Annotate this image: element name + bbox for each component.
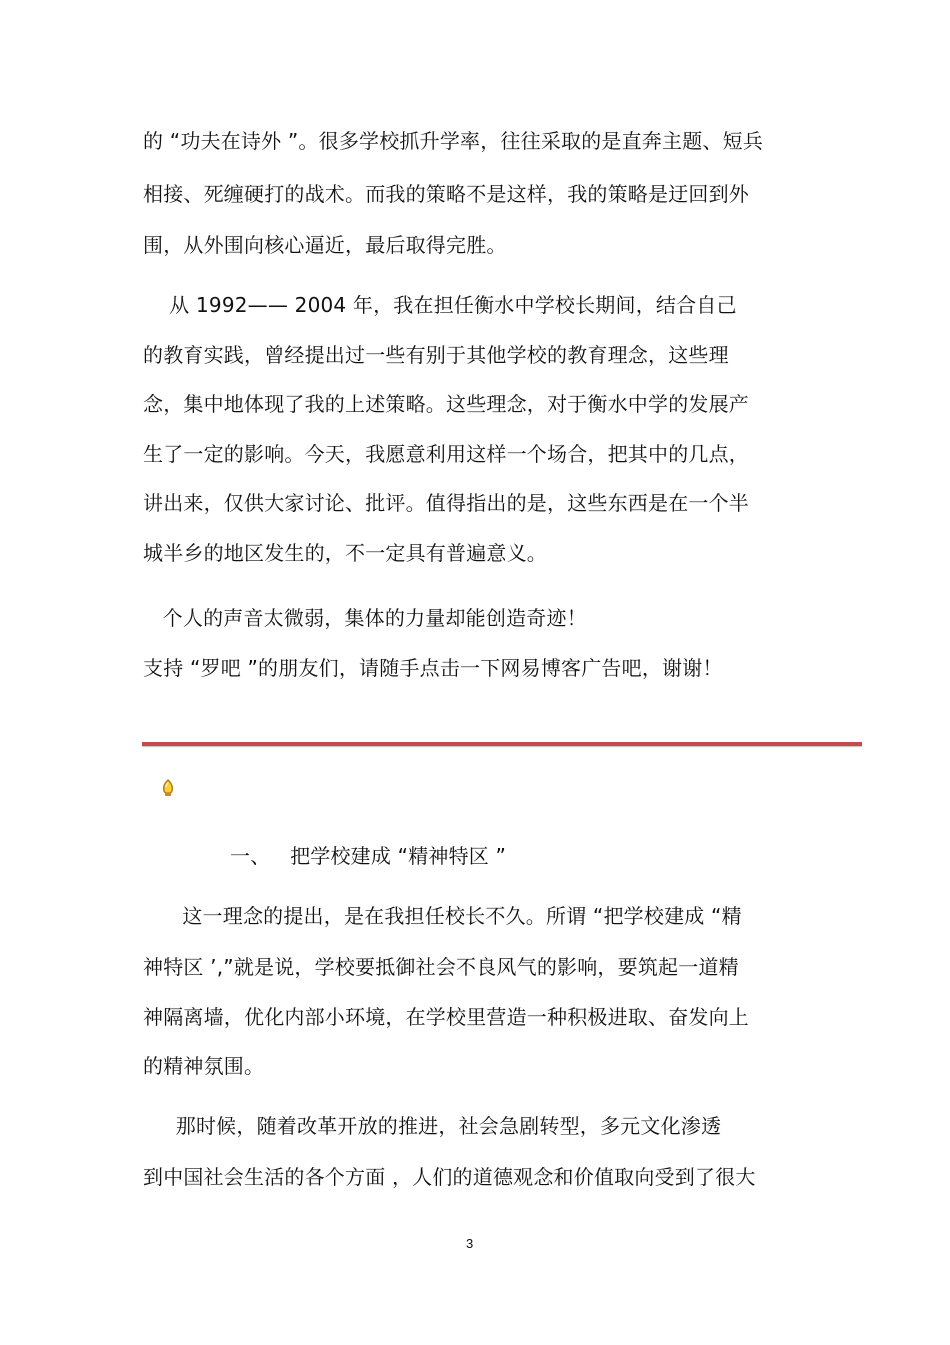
- section-heading: 一、 把学校建成 “精神特区 ”: [230, 844, 507, 868]
- paragraph-1-line-2: 相接、死缠硬打的战术。而我的策略不是这样，我的策略是迂回到外: [143, 182, 749, 206]
- paragraph-4-line-1: 那时候，随着改革开放的推进，社会急剧转型，多元文化渗透: [143, 1114, 722, 1138]
- blog-note-line-1: 个人的声音太微弱，集体的力量却能创造奇迹！: [143, 606, 587, 630]
- paragraph-3-line-2: 神特区 ’,”就是说，学校要抵御社会不良风气的影响，要筑起一道精: [143, 955, 739, 979]
- blog-note-line-2: 支持 “罗吧 ”的朋友们，请随手点击一下网易博客广告吧，谢谢！: [143, 656, 723, 680]
- paragraph-2-line-5: 讲出来，仅供大家讨论、批评。值得指出的是，这些东西是在一个半: [143, 491, 749, 515]
- paragraph-3-line-3: 神隔离墙，优化内部小环境，在学校里营造一种积极进取、奋发向上: [143, 1005, 749, 1029]
- paragraph-2-line-1: 从 1992—— 2004 年，我在担任衡水中学校长期间，结合自己: [143, 293, 737, 317]
- paragraph-1-line-1: 的 “功夫在诗外 ”。很多学校抓升学率，往往采取的是直奔主题、短兵: [143, 129, 764, 153]
- paragraph-3-line-4: 的精神氛围。: [143, 1054, 265, 1078]
- paragraph-2-line-2: 的教育实践，曾经提出过一些有别于其他学校的教育理念，这些理: [143, 343, 729, 367]
- red-divider: [142, 742, 862, 746]
- paragraph-3-line-1: 这一理念的提出，是在我担任校长不久。所谓 “把学校建成 “精: [143, 904, 742, 928]
- paragraph-2-line-6: 城半乡的地区发生的，不一定具有普遍意义。: [143, 541, 547, 565]
- page-number: 3: [466, 1236, 474, 1251]
- paragraph-4-line-2: 到中国社会生活的各个方面 ，人们的道德观念和价值取向受到了很大: [143, 1165, 756, 1189]
- paragraph-2-line-3: 念，集中地体现了我的上述策略。这些理念，对于衡水中学的发展产: [143, 392, 749, 416]
- paragraph-2-line-4: 生了一定的影响。今天，我愿意利用这样一个场合，把其中的几点，: [143, 442, 749, 466]
- paragraph-1-line-3: 围，从外围向核心逼近，最后取得完胜。: [143, 233, 507, 257]
- lamp-icon: [160, 778, 176, 798]
